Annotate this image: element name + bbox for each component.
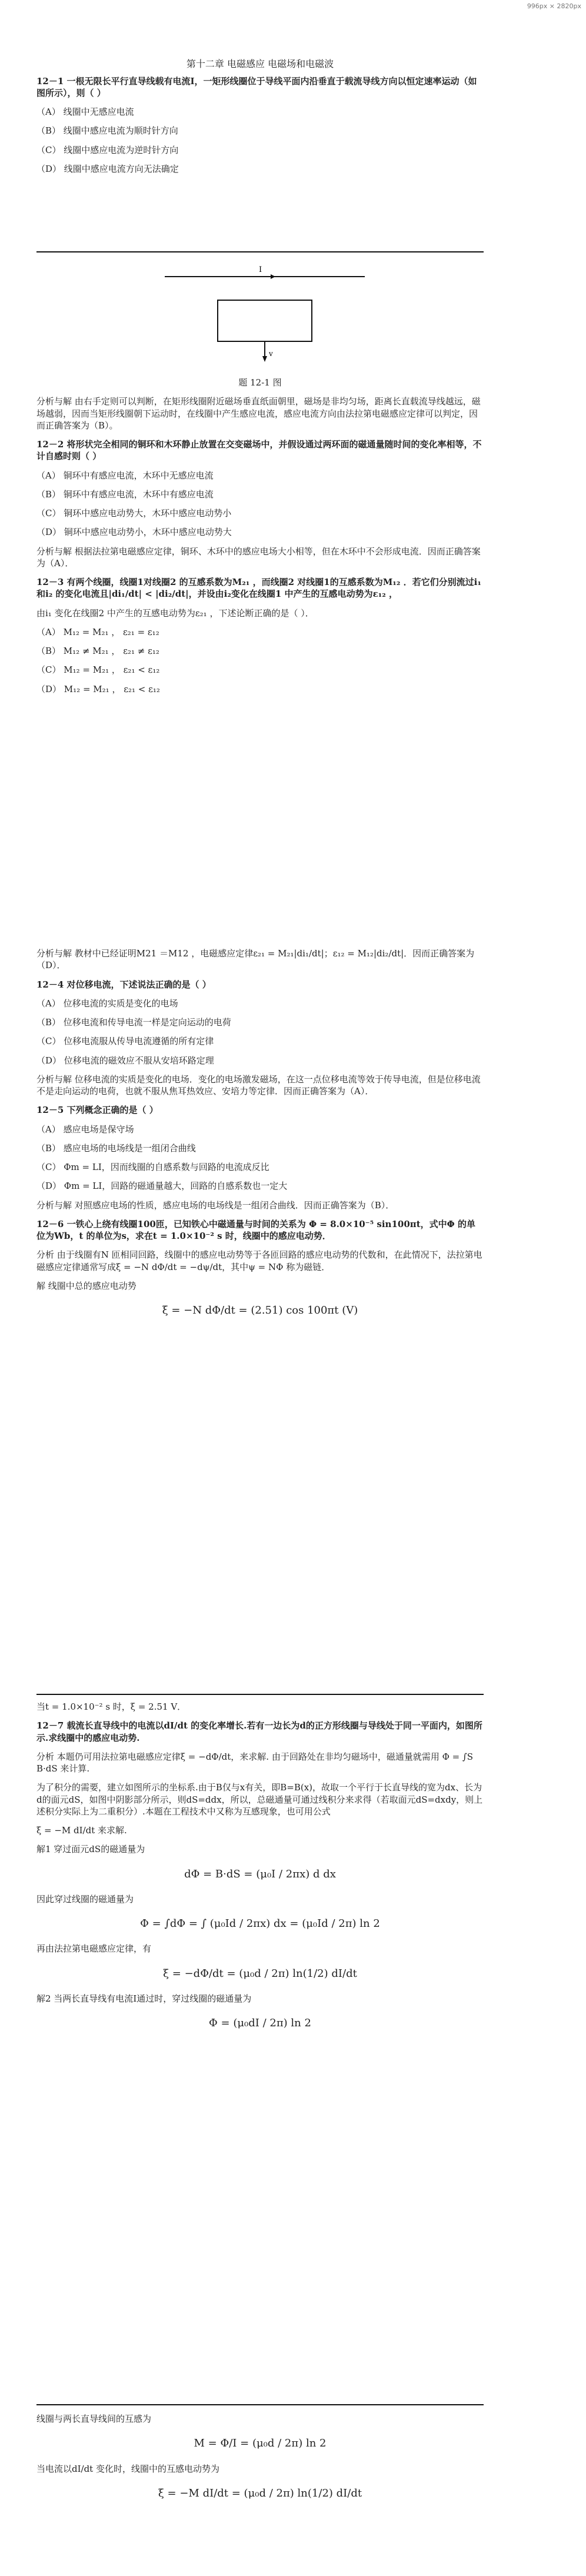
q7-eq-1: dΦ = B·dS = (μ₀I / 2πx) d dx [184,1867,336,1880]
q3-option-b: （B） M₁₂ ≠ M₂₁ ， ε₂₁ ≠ ε₁₂ [36,646,159,656]
q1-stem: 12－1 一根无限长平行直导线载有电流I，一矩形线圈位于导线平面内沿垂直于载流导线方向以恒定速率运动（如图所示），则（ ） [36,75,477,98]
q7-stem: 12－7 载流长直导线中的电流以dI/dt 的变化率增长.若有一边长为d的正方形线圈与导线处于同一平面内，如图所示.求线圈中的感应电动势. [36,1720,482,1743]
q7-eq-3: ξ = −dΦ/dt = (μ₀d / 2π) ln(1/2) dI/dt [163,1967,357,1980]
q1-option-c: （C） 线圈中感应电流为逆时针方向 [36,144,179,155]
q6-stem: 12－6 一铁心上绕有线圈100匝，已知铁心中磁通量与时间的关系为 Φ = 8.0×10⁻⁵ sin100πt，式中Φ 的单位为Wb，t 的单位为s，求在t = 1.0×10⁻² s 时，线圈中的感应电动势． [36,1218,475,1241]
figure-12-1 [147,265,382,388]
q4-option-d: （D） 位移电流的磁效应不服从安培环路定理 [36,1055,214,1066]
current-label: I [259,265,262,274]
q2-stem: 12－2 将形状完全相同的铜环和木环静止放置在交变磁场中，并假设通过两环面的磁通量随时间的变化率相等，不计自感时则（ ） [36,439,482,462]
velocity-arrow [262,356,267,362]
q3-option-a: （A） M₁₂ = M₂₁ ， ε₂₁ = ε₁₂ [36,626,159,637]
q6-analysis: 分析 由于线圈有N 匝相同回路，线圈中的感应电动势等于各匝回路的感应电动势的代数和，在此情况下，法拉第电磁感应定律通常写成ξ = −N dΦ/dt = −dψ/dt，其中ψ = NΦ 称为磁链． [36,1249,482,1272]
q1-option-d: （D） 线圈中感应电流方向无法确定 [36,163,179,174]
q2-option-a: （A） 铜环中有感应电流，木环中无感应电流 [36,470,214,481]
q6-solution-intro: 解 线圈中总的感应电动势 [36,1280,136,1291]
q4-analysis: 分析与解 位移电流的实质是变化的电场．变化的电场激发磁场，在这一点位移电流等效于传导电流，但是位移电流不是走向运动的电荷，也就不服从焦耳热效应、安培力等定律．因而正确答案为（A）． [36,1073,481,1096]
q7-solution-1c: 再由法拉第电磁感应定律，有 [36,1943,152,1955]
q5-option-d: （D） Φm = LI，回路的磁通量越大，回路的自感系数也一定大 [36,1181,288,1192]
q7-analysis-1: 分析 本题仍可用法拉第电磁感应定律ξ = −dΦ/dt，来求解. 由于回路处在非均匀磁场中，磁通量就需用 Φ = ∫S B·dS 来计算. [36,1751,474,1774]
q3-stem-a: 12－3 有两个线圈，线圈1对线圈2 的互感系数为M₂₁ ，而线圈2 对线圈1的互感系数为M₁₂ ．若它们分别流过i₁ 和i₂ 的变化电流且|di₁/dt| < |di₂/dt|，并设由i₂变化在线圈1 中产生的互感电动势为ε₁₂ ， [36,577,481,600]
section-rule-2 [36,1694,484,1695]
q5-option-c: （C） Φm = LI，因而线圈的自感系数与回路的电流成反比 [36,1162,269,1172]
q7-solution-2: 解2 当两长直导线有电流I通过时，穿过线圈的磁通量为 [36,1993,252,2004]
q2-option-d: （D） 铜环中感应电动势小，木环中感应电动势大 [36,527,232,538]
page-size-label: 996px × 2820px [527,2,581,10]
q3-analysis: 分析与解 教材中已经证明M21 ＝M12 ，电磁感应定律ε₂₁ = M₂₁|di₁/dt|；ε₁₂ = M₁₂|di₂/dt|．因而正确答案为（D）． [36,948,475,971]
q7-solution-1b: 因此穿过线圈的磁通量为 [36,1893,134,1904]
q7-eq-6: ξ = −M dI/dt = (μ₀d / 2π) ln(1/2) dI/dt [158,2487,362,2499]
q7-eq-4: Φ = (μ₀dI / 2π) ln 2 [209,2017,311,2030]
coil-rect [218,300,312,341]
q4-stem: 12－4 对位移电流，下述说法正确的是（ ） [36,979,211,990]
q6-result: 当t = 1.0×10⁻² s 时，ξ = 2.51 V． [36,1701,187,1712]
q2-analysis: 分析与解 根据法拉第电磁感应定律，铜环、木环中的感应电场大小相等，但在木环中不会形成电流．因而正确答案为（A）． [36,546,481,569]
velocity-label: v [269,350,273,358]
q4-option-c: （C） 位移电流服从传导电流遵循的所有定律 [36,1036,214,1047]
q7-solution-2b: 线圈与两长直导线间的互感为 [36,2414,152,2424]
q2-option-b: （B） 铜环中有感应电流，木环中有感应电流 [36,488,214,500]
chapter-title: 第十二章 电磁感应 电磁场和电磁波 [186,58,334,69]
q5-stem: 12－5 下列概念正确的是（ ） [36,1105,158,1116]
q1-option-b: （B） 线圈中感应电流为顺时针方向 [36,125,178,137]
q1-option-a: （A） 线圈中无感应电流 [36,107,134,118]
q7-analysis-3: ξ = −M dI/dt 来求解. [36,1825,127,1836]
q1-analysis: 分析与解 由右手定则可以判断，在矩形线圈附近磁场垂直纸面朝里，磁场是非均匀场，距离长直载流导线越远，磁场越弱，因而当矩形线圈朝下运动时，在线圈中产生感应电流，感应电流方向由法拉第电磁感应定律可以判定，因而正确答案为（B）。 [36,396,481,431]
q3-option-d: （D） M₁₂ = M₂₁ ， ε₂₁ < ε₁₂ [36,683,160,694]
q4-option-a: （A） 位移电流的实质是变化的电场 [36,998,178,1009]
q7-eq-2: Φ = ∫dΦ = ∫ (μ₀Id / 2πx) dx = (μ₀Id / 2π) ln 2 [140,1917,380,1930]
section-rule-3 [36,2404,484,2405]
q4-option-b: （B） 位移电流和传导电流一样是定向运动的电荷 [36,1017,231,1028]
q2-option-c: （C） 铜环中感应电动势大，木环中感应电动势小 [36,508,232,518]
q7-solution-1: 解1 穿过面元dS的磁通量为 [36,1844,145,1855]
figure-12-1-svg [147,265,382,388]
q5-analysis: 分析与解 对照感应电场的性质，感应电场的电场线是一组闭合曲线．因而正确答案为（B）． [36,1199,395,1211]
q7-solution-2c: 当电流以dI/dt 变化时，线圈中的互感电动势为 [36,2463,219,2474]
q3-option-c: （C） M₁₂ = M₂₁ ， ε₂₁ < ε₁₂ [36,664,160,676]
section-rule [36,251,484,252]
q6-equation: ξ = −N dΦ/dt = (2.51) cos 100πt (V) [162,1304,358,1317]
current-arrow [271,274,275,279]
figure-caption: 题 12-1 图 [238,377,282,388]
q5-option-a: （A） 感应电场是保守场 [36,1124,134,1135]
q7-analysis-2: 为了积分的需要，建立如图所示的坐标系.由于B仅与x有关，即B=B(x)，故取一个平行于长直导线的宽为dx、长为d的面元dS，如图中阴影部分所示，则dS=ddx，所以，总磁通量可通过线积分来求得（若取面元dS=dxdy，则上述积分实际上为二重积分）.本题在工程技术中又称为互感现象，也可用公式 [36,1782,483,1817]
q7-eq-5: M = Φ/I = (μ₀d / 2π) ln 2 [194,2437,327,2450]
q5-option-b: （B） 感应电场的电场线是一组闭合曲线 [36,1142,196,1154]
q3-stem-b: 由i₁ 变化在线圈2 中产生的互感电动势为ε₂₁ ，下述论断正确的是（ ）． [36,607,314,619]
